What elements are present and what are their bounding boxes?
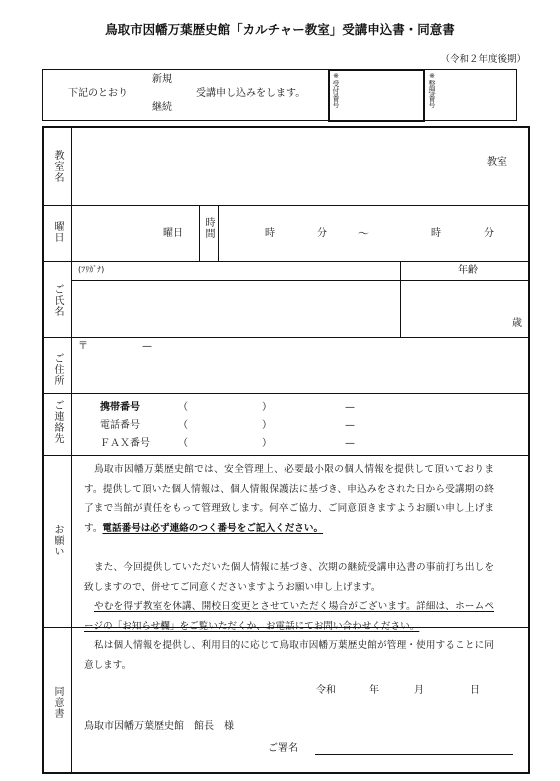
row-divider [43, 205, 529, 206]
name-label: ご氏名 [52, 284, 63, 317]
request-paragraph-2: また、今回提供していただいた個人情報に基づき、次期の継続受講申込書の事前打ち出しを致しますので、併せてご同意くださいますようお願い申し上げます。 [84, 562, 494, 593]
end-hour: 時 [431, 228, 441, 239]
age-label: 年齢 [458, 265, 478, 276]
addressee: 鳥取市因幡万葉歴史館 館長 様 [84, 721, 234, 732]
address-input[interactable] [72, 339, 529, 392]
postal-dash: — [142, 341, 152, 352]
fax-paren-close: ） [262, 438, 272, 449]
row-divider [43, 393, 529, 394]
address-label: ご住所 [52, 353, 63, 386]
phone-input[interactable] [200, 416, 260, 432]
signature-label: ご署名 [268, 743, 298, 754]
fax-dash: — [345, 438, 355, 449]
date-day: 日 [470, 685, 480, 696]
term-label: （令和２年度後期） [440, 54, 526, 65]
phone-dash: — [345, 420, 355, 431]
weekday-input[interactable] [72, 207, 162, 260]
date-month: 月 [414, 685, 424, 696]
request-label: お願い [52, 524, 63, 557]
option-continue[interactable]: 継続 [152, 102, 172, 113]
time-range-tilde: 〜 [358, 227, 369, 240]
contact-label: ご連絡先 [52, 400, 63, 444]
age-divider [400, 262, 401, 337]
mobile-dash: — [345, 402, 355, 413]
application-suffix: 受講申し込みをします。 [196, 88, 306, 99]
mobile-paren-close: ） [262, 402, 272, 413]
signature-line[interactable] [315, 754, 513, 755]
request-paragraph-3: やむを得ず教室を休講、開校日変更とさせていただく場合がございます。詳細は、ホームページの「お知らせ欄」をご覧いただくか、お電話にてお問い合わせください。 [84, 601, 494, 632]
start-hour: 時 [265, 228, 275, 239]
row-divider [43, 455, 529, 456]
consent-label: 同意書 [52, 686, 63, 719]
mobile-paren-open: （ [178, 402, 188, 413]
classroom-label: 教室名 [52, 150, 63, 183]
time-divider [199, 206, 200, 261]
date-era: 令和 [316, 685, 336, 696]
phone-notice: 電話番号は必ず連絡のつく番号をご記入ください。 [102, 522, 324, 534]
row-divider [43, 261, 529, 262]
fax-label: ＦＡＸ番号 [100, 438, 150, 449]
row-divider [43, 337, 529, 338]
weekday-unit: 曜日 [163, 228, 183, 239]
classroom-unit: 教室 [487, 157, 507, 168]
furigana-label: (ﾌﾘｶﾞﾅ) [78, 265, 105, 274]
weekday-label: 曜日 [52, 221, 63, 243]
time-label: 時間 [203, 217, 214, 239]
application-prefix: 下記のとおり [68, 88, 128, 99]
consent-text: 私は個人情報を提供し、利用目的に応じて鳥取市因幡万葉歴史館が管理・使用することに同意します。 [84, 640, 494, 671]
fax-input[interactable] [200, 434, 260, 450]
option-new[interactable]: 新規 [152, 74, 172, 85]
classroom-input[interactable] [72, 128, 472, 204]
phone-paren-close: ） [262, 420, 272, 431]
fax-paren-open: （ [178, 438, 188, 449]
end-minute: 分 [484, 228, 494, 239]
postal-mark: 〒 [78, 341, 88, 352]
document-title: 鳥取市因幡万葉歴史館「カルチャー教室」受講申込書・同意書 [105, 22, 455, 37]
name-input[interactable] [72, 282, 398, 336]
manage-number-label: ※整理番号 [428, 72, 436, 108]
request-paragraph-1: 鳥取市因幡万葉歴史館では、安全管理上、必要最小限の個人情報を提供して頂いております。提供して頂いた個人情報は、個人情報保護法に基づき、申込みをされた日から受講期の終了まで当館が責任をもって管理致します。何卒ご協力、ご同意頂きますようお願い申し上げます。電話番号は必ず連絡のつく番号をご記入ください。 [84, 464, 494, 534]
phone-label: 電話番号 [100, 420, 140, 431]
date-year: 年 [369, 685, 379, 696]
time-divider [218, 206, 219, 261]
mobile-label: 携帯番号 [100, 402, 140, 413]
furigana-divider [72, 280, 529, 281]
receipt-number-box [328, 69, 425, 122]
start-minute: 分 [317, 228, 327, 239]
receipt-number-label: ※受付番号 [332, 72, 340, 108]
manage-number-box [424, 69, 517, 121]
phone-paren-open: （ [178, 420, 188, 431]
mobile-input[interactable] [200, 398, 260, 414]
age-unit: 歳 [512, 318, 522, 329]
